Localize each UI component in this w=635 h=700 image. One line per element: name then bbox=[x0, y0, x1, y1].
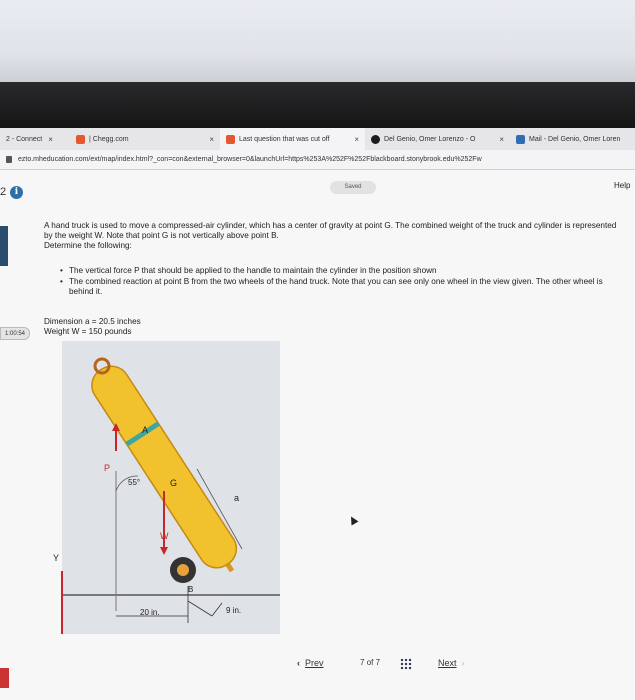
hand-truck-figure bbox=[53, 341, 280, 634]
next-button[interactable] bbox=[438, 658, 465, 668]
requirements-list bbox=[60, 266, 620, 298]
blackboard-icon bbox=[371, 135, 380, 144]
weight-value: Weight W = 150 pounds bbox=[44, 327, 132, 336]
label-dim-20: 20 in. bbox=[140, 608, 160, 617]
prev-button[interactable] bbox=[297, 658, 324, 668]
label-w: W bbox=[160, 531, 169, 541]
saved-badge: Saved bbox=[330, 181, 376, 194]
current-page: 7 bbox=[360, 658, 365, 667]
chevron-left-icon: ‹ bbox=[297, 658, 300, 668]
list-item: • The vertical force P that should be applied to the handle to maintain the cylinder in the position shown bbox=[60, 266, 620, 276]
close-icon[interactable]: × bbox=[354, 134, 359, 144]
tab-mail[interactable] bbox=[510, 128, 635, 150]
question-navigation bbox=[297, 658, 497, 674]
help-link[interactable]: Help bbox=[614, 181, 631, 190]
browser-tab-bar bbox=[0, 128, 635, 150]
label-angle: 55° bbox=[128, 478, 141, 487]
label-p: P bbox=[104, 463, 111, 473]
tab-blackboard[interactable] bbox=[365, 128, 510, 150]
label-y: Y bbox=[53, 553, 60, 563]
tab-chegg[interactable] bbox=[70, 128, 220, 150]
page-total: of 7 bbox=[366, 658, 381, 667]
background-wall bbox=[0, 0, 635, 88]
grid-icon[interactable] bbox=[400, 658, 412, 670]
tab-label: Del Genio, Omer Lorenzo - O bbox=[384, 135, 476, 143]
close-icon[interactable]: × bbox=[48, 134, 53, 144]
app-logo-icon bbox=[0, 668, 9, 688]
tab-last-question[interactable] bbox=[220, 128, 365, 150]
wheel-hub bbox=[177, 564, 189, 576]
question-intro: A hand truck is used to move a compressed-air cylinder, which has a center of gravity at point G. The combined weight of the truck and cylinder is represented by the weight W. Note that point G is not vertically above point B. bbox=[44, 221, 617, 240]
tab-label: | Chegg.com bbox=[89, 135, 129, 143]
label-dim-9: 9 in. bbox=[226, 606, 242, 615]
timer-badge: 1:00:54 bbox=[0, 327, 30, 340]
question-text bbox=[44, 221, 624, 251]
next-label: Next bbox=[438, 658, 457, 668]
page-indicator bbox=[360, 658, 380, 667]
chegg-icon bbox=[76, 135, 85, 144]
url-text: ezto.mheducation.com/ext/map/index.html?_con=con&external_browser=0&launchUrl=https%253A%252F%252Fblackboard.stonybrook.edu%252Fw bbox=[18, 156, 482, 163]
monitor-bezel bbox=[0, 82, 635, 130]
label-g: G bbox=[170, 478, 178, 488]
tab-connect[interactable] bbox=[0, 128, 70, 150]
outlook-icon bbox=[516, 135, 525, 144]
chegg-icon bbox=[226, 135, 235, 144]
label-a-point: A bbox=[142, 425, 149, 435]
tab-label: 2 - Connect bbox=[6, 135, 43, 143]
chevron-right-icon: › bbox=[461, 658, 465, 668]
close-icon[interactable]: × bbox=[499, 134, 504, 144]
given-values bbox=[44, 317, 141, 337]
question-number: 2 bbox=[0, 186, 7, 198]
side-nav-tab[interactable] bbox=[0, 226, 8, 266]
dimension-value: Dimension a = 20.5 inches bbox=[44, 317, 141, 326]
question-determine: Determine the following: bbox=[44, 241, 132, 250]
list-item: • The combined reaction at point B from the two wheels of the hand truck. Note that you can see only one wheel in the view given. The other wheel is behind it. bbox=[60, 277, 620, 297]
tab-label: Last question that was cut off bbox=[239, 135, 330, 143]
prev-label: Prev bbox=[305, 658, 324, 668]
label-b: B bbox=[188, 585, 194, 594]
label-a-dim: a bbox=[234, 493, 240, 503]
address-bar[interactable] bbox=[0, 150, 635, 170]
info-icon[interactable]: i bbox=[10, 186, 23, 199]
close-icon[interactable]: × bbox=[209, 134, 214, 144]
tab-label: Mail - Del Genio, Omer Loren bbox=[529, 135, 621, 143]
hand-truck-diagram bbox=[53, 341, 280, 634]
lock-icon bbox=[6, 156, 12, 163]
